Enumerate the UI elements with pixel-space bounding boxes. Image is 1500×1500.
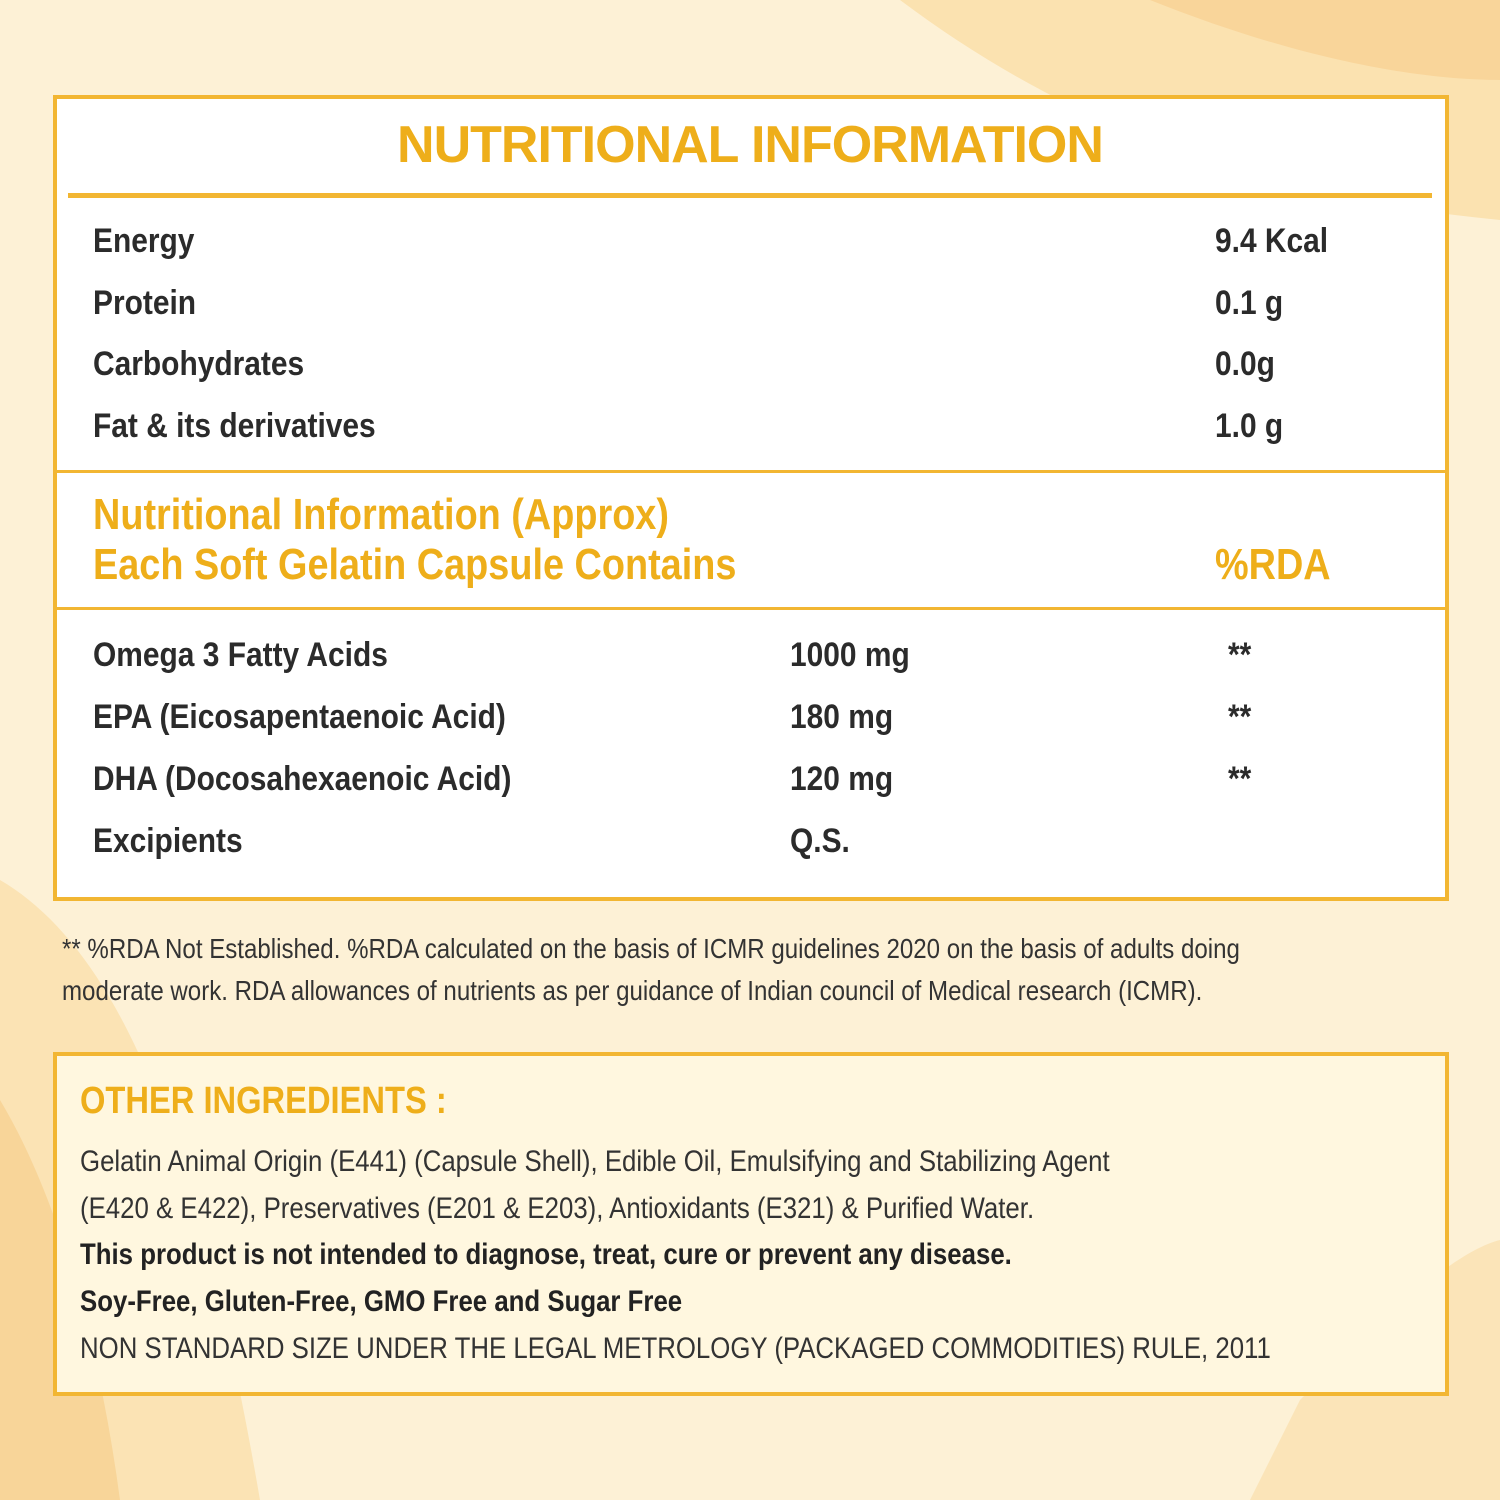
title-divider xyxy=(68,193,1432,198)
ingredient-name-dha: DHA (Docosahexaenoic Acid) xyxy=(93,760,512,798)
ingredient-name-excipients: Excipients xyxy=(93,822,243,860)
nutrient-name-protein: Protein xyxy=(93,284,197,322)
ingredient-amount-omega3: 1000 mg xyxy=(790,636,910,674)
nutrient-name-fat: Fat & its derivatives xyxy=(93,407,376,445)
nutrient-name-carbohydrates: Carbohydrates xyxy=(93,345,305,383)
free-from-text: Soy-Free, Gluten-Free, GMO Free and Sugar Free xyxy=(80,1285,683,1318)
legal-metrology-text: NON STANDARD SIZE UNDER THE LEGAL METROLOGY (PACKAGED COMMODITIES) RULE, 2011 xyxy=(80,1332,1271,1365)
nutrient-value-energy: 9.4 Kcal xyxy=(1215,222,1329,260)
ingredient-amount-epa: 180 mg xyxy=(790,698,894,736)
nutrient-value-carbohydrates: 0.0g xyxy=(1215,345,1275,383)
ingredient-name-epa: EPA (Eicosapentaenoic Acid) xyxy=(93,698,506,736)
other-ingredients-line2: (E420 & E422), Preservatives (E201 & E203), Antioxidants (E321) & Purified Water. xyxy=(80,1192,1035,1225)
ingredient-rda-epa: ** xyxy=(1228,698,1252,736)
ingredient-amount-dha: 120 mg xyxy=(790,760,894,798)
nutrient-value-protein: 0.1 g xyxy=(1215,284,1284,322)
ingredient-rda-dha: ** xyxy=(1228,760,1252,798)
footnote-line1: ** %RDA Not Established. %RDA calculated on the basis of ICMR guidelines 2020 on the basis of adults doing xyxy=(62,933,1240,964)
ingredient-amount-excipients: Q.S. xyxy=(790,822,850,860)
other-ingredients-heading: OTHER INGREDIENTS : xyxy=(80,1080,447,1122)
section-heading-line2: Each Soft Gelatin Capsule Contains xyxy=(93,540,737,589)
nutrient-value-fat: 1.0 g xyxy=(1215,407,1284,445)
disclaimer-text: This product is not intended to diagnose, treat, cure or prevent any disease. xyxy=(80,1238,1012,1271)
page-title: NUTRITIONAL INFORMATION xyxy=(397,116,1103,174)
section-divider-bottom xyxy=(57,607,1445,610)
section-heading-line1: Nutritional Information (Approx) xyxy=(93,490,669,539)
rda-footnote xyxy=(62,928,1438,1012)
rda-column-label: %RDA xyxy=(1215,540,1331,589)
ingredient-rda-omega3: ** xyxy=(1228,636,1252,674)
other-ingredients-line1: Gelatin Animal Origin (E441) (Capsule Shell), Edible Oil, Emulsifying and Stabilizing Agent xyxy=(80,1145,1110,1178)
footnote-line2: moderate work. RDA allowances of nutrients as per guidance of Indian council of Medical research (ICMR). xyxy=(62,975,1203,1006)
section-divider-top xyxy=(57,470,1445,473)
ingredient-name-omega3: Omega 3 Fatty Acids xyxy=(93,636,388,674)
nutrient-name-energy: Energy xyxy=(93,222,195,260)
